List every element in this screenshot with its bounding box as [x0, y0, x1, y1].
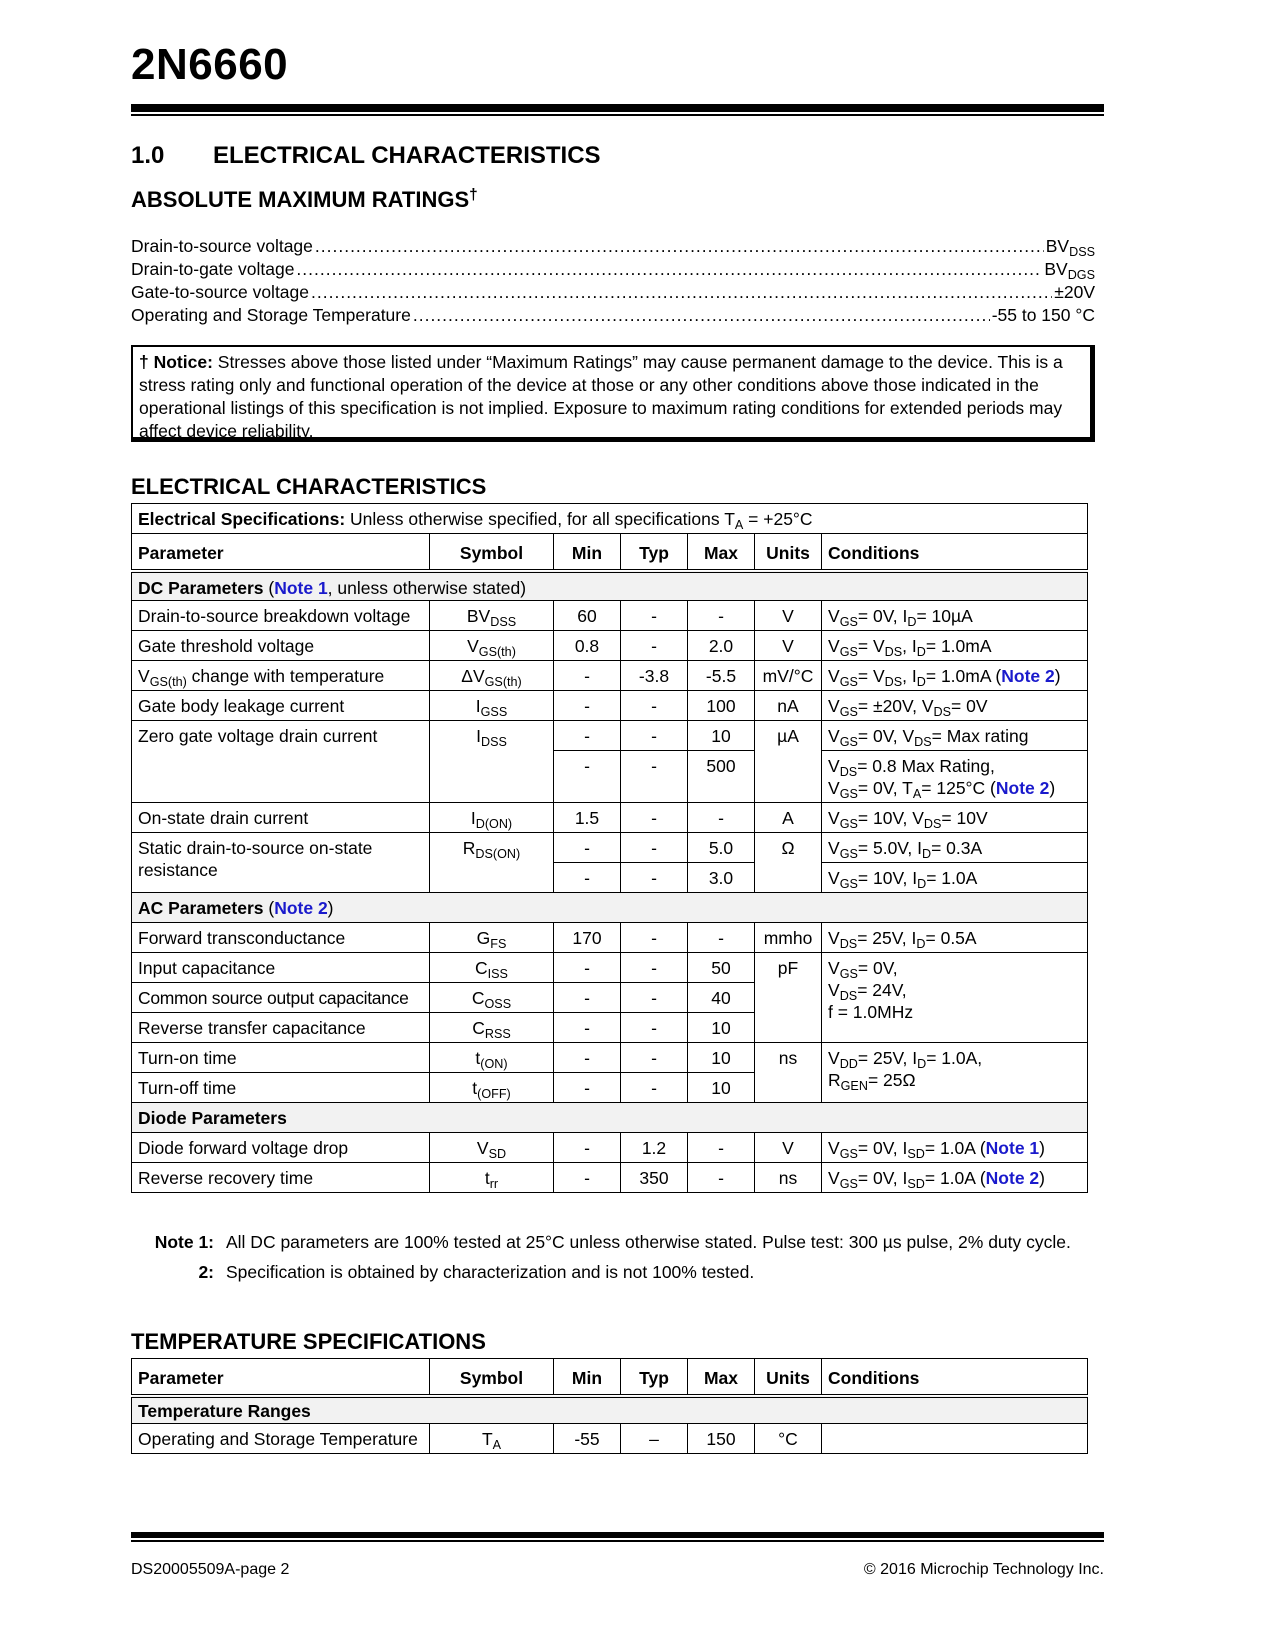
typ-cell: -3.8: [621, 661, 688, 691]
max-cell: 10: [688, 1013, 755, 1043]
col-header: Units: [755, 1359, 822, 1396]
col-header: Parameter: [132, 534, 430, 571]
elec-char-heading: ELECTRICAL CHARACTERISTICS: [131, 474, 487, 499]
param-cell: Turn-on time: [132, 1043, 430, 1073]
section-number: 1.0: [131, 142, 165, 169]
notice-lead: † Notice:: [139, 352, 213, 372]
rating-label: Gate-to-source voltage: [131, 282, 310, 302]
symbol-cell: $I_{DSS}$: [430, 721, 554, 803]
min-cell: 1.5: [554, 803, 621, 833]
group-label: DC Parameters (Note 1, unless otherwise stated): [132, 571, 1088, 601]
min-cell: -: [554, 863, 621, 893]
rating-label: Operating and Storage Temperature: [131, 305, 411, 325]
rating-value: $BV_{DGS}$: [1044, 259, 1095, 282]
typ-cell: -: [621, 923, 688, 953]
table-row: [132, 721, 1088, 751]
typ-cell: -: [621, 601, 688, 631]
max-cell: 100: [688, 691, 755, 721]
conditions-cell: $V_{GS}= V_{DS}$, $I_D= 1.0mA$ (Note 2): [822, 661, 1088, 691]
footer-doc-id: DS20005509A-page 2: [131, 1561, 290, 1578]
min-cell: -: [554, 721, 621, 751]
dagger-mark: †: [469, 186, 478, 204]
units-cell: ns: [755, 1163, 822, 1193]
col-header: Conditions: [822, 1359, 1088, 1396]
min-cell: -: [554, 661, 621, 691]
rating-value: $BV_{DSS}$: [1045, 236, 1095, 259]
min-cell: -: [554, 983, 621, 1013]
max-cell: 10: [688, 1043, 755, 1073]
param-cell: Operating and Storage Temperature: [132, 1424, 430, 1454]
table-row: [132, 1043, 1088, 1073]
units-cell: °C: [755, 1424, 822, 1454]
symbol-cell: $C_{ISS}$: [430, 953, 554, 983]
col-header: Min: [554, 534, 621, 571]
units-cell: pF: [755, 953, 822, 1043]
abs-max-heading-text: ABSOLUTE MAXIMUM RATINGS: [131, 187, 470, 212]
symbol-cell: $C_{RSS}$: [430, 1013, 554, 1043]
max-cell: 10: [688, 721, 755, 751]
symbol-cell: $G_{FS}$: [430, 923, 554, 953]
col-header: Units: [755, 534, 822, 571]
notice-text: Stresses above those listed under “Maximum Ratings” may cause permanent damage to the device. This is a stress rating only and functional operation of the device at those or any other conditions above those indicated in the operational listings of this specification is not implied. Exposure to maximum rating conditions for extended periods may affect device reliability.: [139, 352, 1063, 441]
typ-cell: -: [621, 1043, 688, 1073]
symbol-cell: $t_{(OFF)}$: [430, 1073, 554, 1103]
units-cell: ns: [755, 1043, 822, 1103]
footer-rule-thick: [131, 1532, 1104, 1538]
conditions-cell: $V_{DD}= 25V$, $I_D= 1.0A$, $R_{GEN}= 25\Omega$: [822, 1043, 1088, 1103]
conditions-cell: $V_{GS}= \pm 20V$, $V_{DS}= 0V$: [822, 691, 1088, 721]
param-cell: Diode forward voltage drop: [132, 1133, 430, 1163]
note-key: Note 1:: [154, 1232, 214, 1252]
max-cell: 10: [688, 1073, 755, 1103]
table-row: [132, 833, 1088, 863]
symbol-cell: $I_{GSS}$: [430, 691, 554, 721]
param-cell: Zero gate voltage drain current: [132, 721, 430, 803]
col-header: Symbol: [430, 534, 554, 571]
param-cell: Input capacitance: [132, 953, 430, 983]
col-header: Typ: [621, 1359, 688, 1396]
min-cell: -: [554, 1133, 621, 1163]
min-cell: -: [554, 1073, 621, 1103]
symbol-cell: $V_{SD}$: [430, 1133, 554, 1163]
conditions-cell: $V_{GS}= 0V$, $I_{SD}= 1.0A$ (Note 1): [822, 1133, 1088, 1163]
note-text: Specification is obtained by characterization and is not 100% tested.: [226, 1262, 755, 1282]
note-item: [148, 1262, 1071, 1292]
group-row-temp: [132, 1396, 1088, 1424]
note-1-link[interactable]: Note 1: [274, 577, 328, 598]
max-cell: 40: [688, 983, 755, 1013]
max-cell: 50: [688, 953, 755, 983]
typ-cell: -: [621, 721, 688, 751]
rating-row: [131, 305, 1095, 328]
footer-copyright: © 2016 Microchip Technology Inc.: [863, 1561, 1104, 1578]
group-label: Diode Parameters: [132, 1103, 1088, 1133]
col-header: Max: [688, 1359, 755, 1396]
electrical-characteristics-table: [131, 503, 1088, 1193]
units-cell: V: [755, 631, 822, 661]
conditions-cell: $V_{GS}= 5.0V$, $I_D= 0.3A$: [822, 833, 1088, 863]
units-cell: Ω: [755, 833, 822, 893]
rating-row: [131, 259, 1095, 282]
units-cell: A: [755, 803, 822, 833]
conditions-cell: $V_{GS}= 0V$, $I_{SD}= 1.0A$ (Note 2): [822, 1163, 1088, 1193]
max-cell: 5.0: [688, 833, 755, 863]
typ-cell: -: [621, 803, 688, 833]
typ-cell: -: [621, 953, 688, 983]
rating-row: [131, 282, 1095, 305]
rating-label: Drain-to-gate voltage: [131, 259, 295, 279]
conditions-cell: [822, 1424, 1088, 1454]
leader-dots: [413, 305, 990, 326]
symbol-cell: $R_{DS(ON)}$: [430, 833, 554, 893]
col-header: Parameter: [132, 1359, 430, 1396]
typ-cell: -: [621, 983, 688, 1013]
table-row: [132, 661, 1088, 691]
col-header: Typ: [621, 534, 688, 571]
col-header: Symbol: [430, 1359, 554, 1396]
temperature-specifications-table: [131, 1358, 1088, 1454]
typ-cell: 1.2: [621, 1133, 688, 1163]
min-cell: 170: [554, 923, 621, 953]
max-cell: -: [688, 923, 755, 953]
rating-row: [131, 236, 1095, 259]
symbol-cell: $t_{(ON)}$: [430, 1043, 554, 1073]
typ-cell: 350: [621, 1163, 688, 1193]
param-cell: Reverse transfer capacitance: [132, 1013, 430, 1043]
temp-spec-heading: TEMPERATURE SPECIFICATIONS: [131, 1329, 486, 1354]
max-cell: -: [688, 601, 755, 631]
group-row-ac: [132, 893, 1088, 923]
min-cell: -: [554, 1043, 621, 1073]
max-cell: -: [688, 803, 755, 833]
table-header-row: [132, 1359, 1088, 1396]
note-2-link[interactable]: Note 2: [985, 1168, 1040, 1188]
units-cell: nA: [755, 691, 822, 721]
max-cell: 500: [688, 751, 755, 803]
conditions-cell: $V_{GS}= V_{DS}$, $I_D= 1.0mA$: [822, 631, 1088, 661]
min-cell: 0.8: [554, 631, 621, 661]
min-cell: -: [554, 691, 621, 721]
min-cell: -: [554, 1013, 621, 1043]
note-1-link[interactable]: Note 1: [985, 1138, 1040, 1158]
min-cell: -55: [554, 1424, 621, 1454]
table-row: [132, 1424, 1088, 1454]
param-cell: On-state drain current: [132, 803, 430, 833]
typ-cell: -: [621, 691, 688, 721]
max-cell: 2.0: [688, 631, 755, 661]
conditions-cell: $V_{GS}= 0V$, $I_D= 10\mu A$: [822, 601, 1088, 631]
note-2-link[interactable]: Note 2: [1001, 666, 1055, 686]
typ-cell: -: [621, 1073, 688, 1103]
notice-box: [131, 345, 1095, 442]
typ-cell: -: [621, 751, 688, 803]
param-cell: Gate body leakage current: [132, 691, 430, 721]
param-cell: $V_{GS(th)}$ change with temperature: [132, 661, 430, 691]
note-2-link[interactable]: Note 2: [995, 778, 1050, 798]
abs-max-ratings-list: [131, 236, 1095, 328]
units-cell: V: [755, 601, 822, 631]
symbol-cell: $T_A$: [430, 1424, 554, 1454]
table-row: [132, 601, 1088, 631]
conditions-cell: $V_{GS}= 0V$, $V_{DS}=$ Max rating: [822, 721, 1088, 751]
header-rule-thin: [131, 114, 1104, 116]
units-cell: V: [755, 1133, 822, 1163]
note-text: All DC parameters are 100% tested at 25°C unless otherwise stated. Pulse test: 300 µs pulse, 2% duty cycle.: [226, 1232, 1071, 1252]
rating-value: ±20V: [1054, 282, 1095, 302]
spec-conditions: Electrical Specifications: Unless otherwise specified, for all specifications $T_A = +25^\circ C$: [132, 504, 1088, 534]
typ-cell: -: [621, 1013, 688, 1043]
table-row: [132, 803, 1088, 833]
typ-cell: –: [621, 1424, 688, 1454]
table-row: [132, 1133, 1088, 1163]
footer-rule-thin: [131, 1540, 1104, 1542]
group-label: AC Parameters (Note 2): [132, 893, 1088, 923]
param-cell: Turn-off time: [132, 1073, 430, 1103]
units-cell: µA: [755, 721, 822, 803]
max-cell: -: [688, 1163, 755, 1193]
table-row: [132, 691, 1088, 721]
min-cell: -: [554, 751, 621, 803]
units-cell: mV/°C: [755, 661, 822, 691]
abs-max-heading: [131, 187, 478, 213]
conditions-cell: $V_{DS}= 0.8$ Max Rating, $V_{GS}= 0V$, $T_A= 125^\circ C$ (Note 2): [822, 751, 1088, 803]
table-row: [132, 953, 1088, 983]
max-cell: -5.5: [688, 661, 755, 691]
param-cell: Common source output capacitance: [132, 983, 430, 1013]
rating-value: -55 to 150 °C: [991, 305, 1095, 325]
symbol-cell: $C_{OSS}$: [430, 983, 554, 1013]
param-cell: Reverse recovery time: [132, 1163, 430, 1193]
col-header: Max: [688, 534, 755, 571]
max-cell: -: [688, 1133, 755, 1163]
conditions-cell: $V_{GS}= 10V$, $V_{DS}= 10V$: [822, 803, 1088, 833]
param-cell: Drain-to-source breakdown voltage: [132, 601, 430, 631]
max-cell: 150: [688, 1424, 755, 1454]
param-cell: Static drain-to-source on-state resistance: [132, 833, 430, 893]
symbol-cell: $\Delta V_{GS(th)}$: [430, 661, 554, 691]
conditions-cell: $V_{GS}= 0V$, $V_{DS}= 24V$, f = 1.0MHz: [822, 953, 1088, 1043]
param-cell: Forward transconductance: [132, 923, 430, 953]
conditions-cell: $V_{GS}= 10V$, $I_D= 1.0A$: [822, 863, 1088, 893]
section-heading: [131, 142, 601, 170]
min-cell: -: [554, 953, 621, 983]
header-rule-thick: [131, 104, 1104, 112]
leader-dots: [296, 259, 1042, 280]
note-2-link[interactable]: Note 2: [274, 898, 328, 918]
min-cell: -: [554, 833, 621, 863]
leader-dots: [311, 282, 1052, 303]
note-item: [148, 1232, 1071, 1262]
typ-cell: -: [621, 631, 688, 661]
symbol-cell: $V_{GS(th)}$: [430, 631, 554, 661]
param-cell: Gate threshold voltage: [132, 631, 430, 661]
section-title: ELECTRICAL CHARACTERISTICS: [213, 142, 601, 169]
max-cell: 3.0: [688, 863, 755, 893]
table-notes: [148, 1232, 1071, 1292]
col-header: Min: [554, 1359, 621, 1396]
units-cell: mmho: [755, 923, 822, 953]
typ-cell: -: [621, 863, 688, 893]
typ-cell: -: [621, 833, 688, 863]
table-row: [132, 1163, 1088, 1193]
group-row-dc: [132, 571, 1088, 601]
min-cell: 60: [554, 601, 621, 631]
note-key: 2:: [198, 1262, 214, 1282]
min-cell: -: [554, 1163, 621, 1193]
group-label: Temperature Ranges: [132, 1396, 1088, 1424]
group-row-diode: [132, 1103, 1088, 1133]
table-row: [132, 631, 1088, 661]
leader-dots: [315, 236, 1044, 257]
table-row: [132, 923, 1088, 953]
spec-conditions-row: [132, 504, 1088, 534]
symbol-cell: $t_{rr}$: [430, 1163, 554, 1193]
symbol-cell: $BV_{DSS}$: [430, 601, 554, 631]
col-header: Conditions: [822, 534, 1088, 571]
document-title: 2N6660: [131, 40, 289, 89]
conditions-cell: $V_{DS}= 25V$, $I_D= 0.5A$: [822, 923, 1088, 953]
table-header-row: [132, 534, 1088, 571]
rating-label: Drain-to-source voltage: [131, 236, 313, 256]
symbol-cell: $I_{D(ON)}$: [430, 803, 554, 833]
